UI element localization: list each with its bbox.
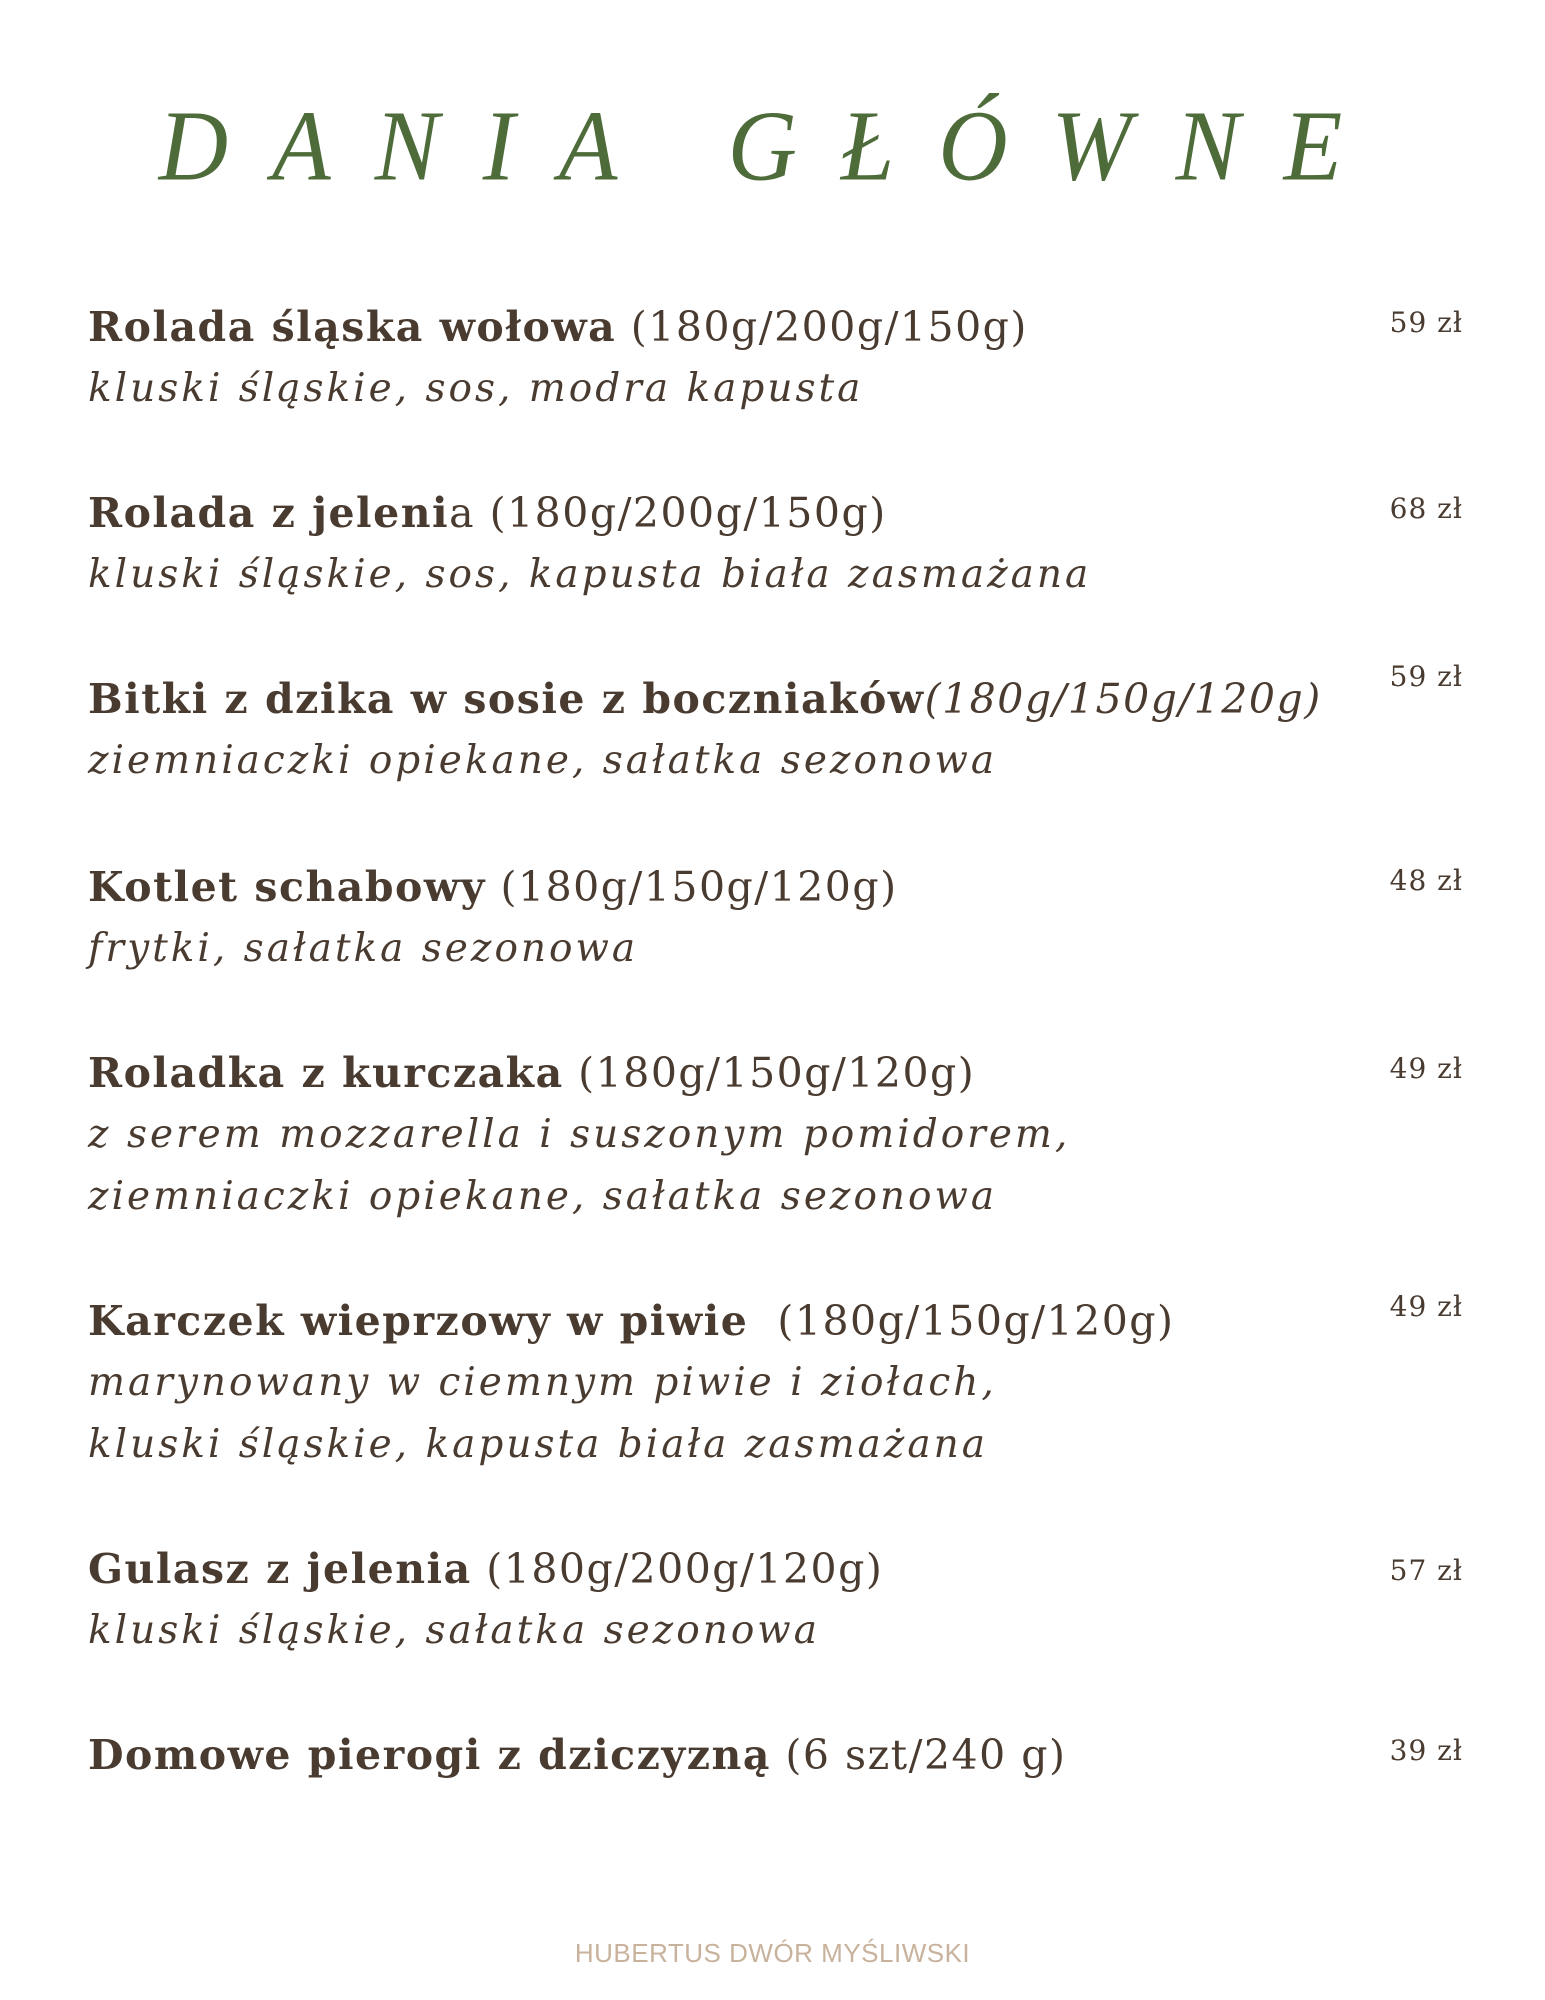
menu-item-description: marynowany w ciemnym piwie i ziołach, xyxy=(88,1360,997,1405)
menu-item-heading xyxy=(88,1290,1468,1352)
menu-item-weight: (6 szt/240 g) xyxy=(770,1731,1067,1779)
menu-item-heading xyxy=(88,1724,1468,1786)
menu-item-heading xyxy=(88,1538,1468,1600)
menu-item-description: frytki, sałatka sezonowa xyxy=(88,926,639,971)
menu-item-description: kluski śląskie, kapusta biała zasmażana xyxy=(88,1422,988,1467)
menu-item-price: 59 zł xyxy=(1389,660,1463,693)
menu-item-description: kluski śląskie, sos, modra kapusta xyxy=(88,366,864,411)
menu-item-bitki-z-dzika xyxy=(88,668,1468,792)
menu-item-weight: (180g/150g/120g) xyxy=(485,863,898,911)
menu-item-description: kluski śląskie, sałatka sezonowa xyxy=(88,1608,820,1653)
menu-item-name: Roladka z kurczaka xyxy=(88,1049,564,1097)
menu-item-roladka-z-kurczaka xyxy=(88,1042,1468,1228)
restaurant-name-footer: HUBERTUS DWÓR MYŚLIWSKI xyxy=(574,1938,971,1968)
menu-item-weight: (180g/150g/120g) xyxy=(924,675,1322,723)
menu-item-description: z serem mozzarella i suszonym pomidorem, xyxy=(88,1112,1071,1157)
menu-item-weight: (180g/200g/150g) xyxy=(616,303,1028,351)
menu-item-weight: (180g/150g/120g) xyxy=(563,1049,976,1097)
menu-item-kotlet-schabowy xyxy=(88,856,1468,980)
menu-section-title: DANIA GŁÓWNE xyxy=(158,89,1387,202)
menu-item-heading xyxy=(88,856,1468,918)
menu-item-rolada-slaska xyxy=(88,296,1468,420)
menu-item-karczek-wieprzowy xyxy=(88,1290,1468,1476)
menu-item-name: Kotlet schabowy xyxy=(88,863,486,911)
menu-item-gulasz-z-jelenia xyxy=(88,1538,1468,1662)
menu-item-name: Karczek wieprzowy w piwie xyxy=(88,1297,749,1345)
menu-item-price: 39 zł xyxy=(1389,1734,1463,1767)
menu-item-domowe-pierogi xyxy=(88,1724,1468,1786)
menu-item-name: Bitki z dzika w sosie z boczniaków xyxy=(88,675,925,723)
menu-item-price: 68 zł xyxy=(1389,492,1463,525)
menu-item-heading xyxy=(88,1042,1468,1104)
menu-item-weight: (180g/200g/150g) xyxy=(475,489,887,537)
menu-item-name: Rolada z jeleni xyxy=(88,489,450,537)
menu-item-description: ziemniaczki opiekane, sałatka sezonowa xyxy=(88,738,998,783)
menu-item-price: 59 zł xyxy=(1389,306,1463,339)
menu-item-price: 49 zł xyxy=(1389,1052,1463,1085)
menu-item-name: Gulasz z jelenia xyxy=(88,1545,472,1593)
menu-item-price: 57 zł xyxy=(1389,1554,1463,1587)
menu-item-heading xyxy=(88,296,1468,358)
menu-item-rolada-z-jelenia xyxy=(88,482,1468,606)
menu-item-price: 49 zł xyxy=(1389,1290,1463,1323)
menu-item-name-tail: a xyxy=(449,489,476,537)
menu-item-weight: (180g/200g/120g) xyxy=(471,1545,884,1593)
menu-item-price: 48 zł xyxy=(1389,864,1463,897)
menu-item-name: Domowe pierogi z dziczyzną xyxy=(88,1731,771,1779)
menu-item-heading xyxy=(88,482,1468,544)
menu-item-heading xyxy=(88,668,1468,730)
menu-item-weight: (180g/150g/120g) xyxy=(748,1297,1175,1345)
menu-item-description: ziemniaczki opiekane, sałatka sezonowa xyxy=(88,1174,998,1219)
menu-item-description: kluski śląskie, sos, kapusta biała zasmażana xyxy=(88,552,1092,597)
menu-item-name: Rolada śląska wołowa xyxy=(88,303,617,351)
